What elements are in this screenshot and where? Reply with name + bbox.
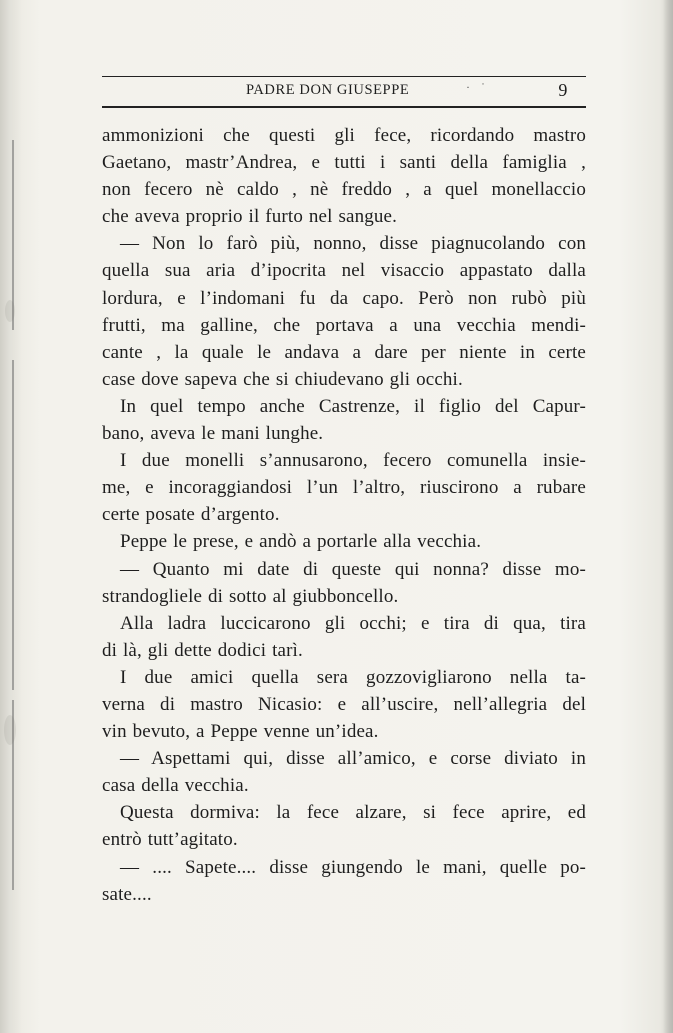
spine-binding-mark bbox=[12, 360, 14, 690]
ink-smudge bbox=[4, 715, 16, 745]
page-header bbox=[102, 80, 586, 104]
text-line: Alla ladra luccicarono gli occhi; e tira di qua, tira bbox=[120, 612, 586, 634]
text-line: — Quanto mi date di queste qui nonna? disse mo- bbox=[120, 558, 586, 580]
text-line: vin bevuto, a Peppe venne un’idea. bbox=[102, 721, 379, 743]
text-line: sate.... bbox=[102, 883, 152, 905]
header-top-rule bbox=[102, 76, 586, 77]
text-line: — Aspettami qui, disse all’amico, e corse diviato in bbox=[120, 748, 586, 770]
text-line: lordura, e l’indomani fu da capo. Però non rubò più bbox=[102, 287, 586, 309]
text-line: me, e incoraggiandosi l’un l’altro, riuscirono a rubare bbox=[102, 477, 586, 499]
text-line: I due amici quella sera gozzovigliarono nella ta- bbox=[120, 666, 586, 688]
text-line: verna di mastro Nicasio: e all’uscire, nell’allegria del bbox=[102, 693, 586, 715]
body-text bbox=[102, 122, 586, 908]
header-ornament: · ˙ bbox=[466, 80, 489, 94]
text-line: casa della vecchia. bbox=[102, 775, 249, 797]
text-line: certe posate d’argento. bbox=[102, 504, 280, 526]
text-line: entrò tutt’agitato. bbox=[102, 829, 238, 851]
text-line: frutti, ma galline, che portava a una vecchia mendi- bbox=[102, 314, 586, 336]
text-line: che aveva proprio il furto nel sangue. bbox=[102, 206, 398, 228]
text-line: Peppe le prese, e andò a portarle alla vecchia. bbox=[120, 531, 482, 553]
text-line: quella sua aria d’ipocrita nel visaccio appastato dalla bbox=[102, 260, 586, 282]
text-line: di là, gli dette dodici tarì. bbox=[102, 639, 303, 661]
text-line: — Non lo farò più, nonno, disse piagnucolando con bbox=[120, 233, 586, 255]
page-edge-shadow bbox=[663, 0, 673, 1033]
text-line: In quel tempo anche Castrenze, il figlio del Capur- bbox=[120, 395, 586, 417]
page-spine-shadow bbox=[0, 0, 22, 1033]
text-line: Gaetano, mastr’Andrea, e tutti i santi della famiglia , bbox=[102, 152, 586, 174]
text-line: I due monelli s’annusarono, fecero comunella insie- bbox=[120, 450, 586, 472]
header-bottom-rule bbox=[102, 106, 586, 108]
text-line: bano, aveva le mani lunghe. bbox=[102, 423, 324, 445]
page-number: 9 bbox=[558, 80, 568, 100]
text-line: Questa dormiva: la fece alzare, si fece aprire, ed bbox=[120, 802, 586, 824]
ink-smudge bbox=[5, 300, 15, 322]
text-line: ammonizioni che questi gli fece, ricordando mastro bbox=[102, 125, 586, 146]
text-line: strandogliele di sotto al giubboncello. bbox=[102, 585, 399, 607]
text-line: case dove sapeva che si chiudevano gli occhi. bbox=[102, 368, 463, 390]
text-line: cante , la quale le andava a dare per niente in certe bbox=[102, 341, 586, 363]
running-title: PADRE DON GIUSEPPE bbox=[246, 82, 410, 98]
text-line: non fecero nè caldo , nè freddo , a quel monellaccio bbox=[102, 179, 586, 201]
text-line: — .... Sapete.... disse giungendo le mani, quelle po- bbox=[120, 856, 586, 878]
